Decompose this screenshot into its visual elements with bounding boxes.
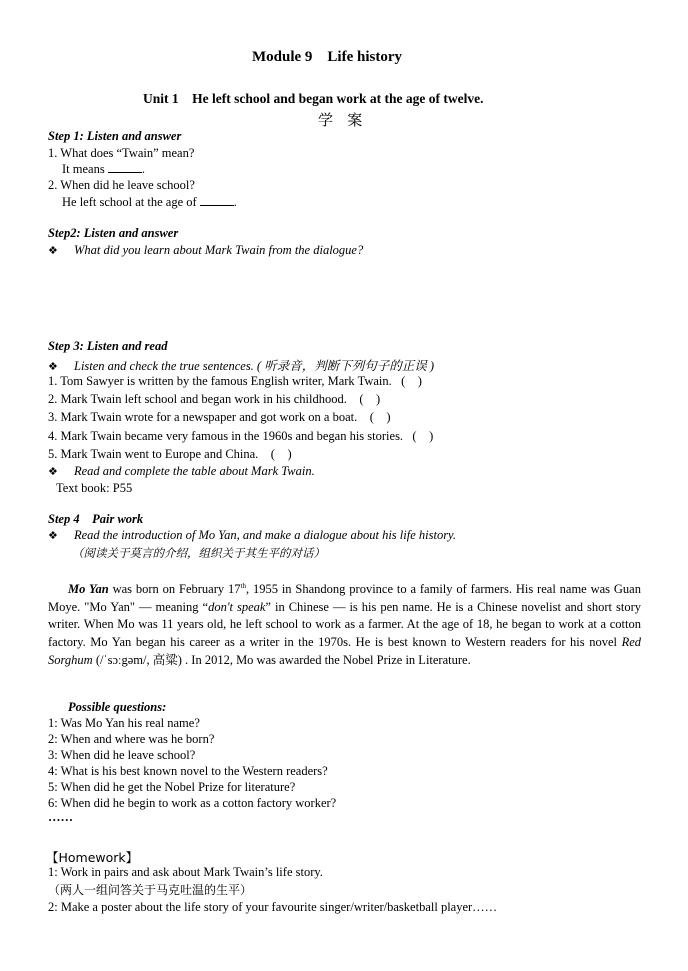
textbook-ref: Text book: P55 [56, 481, 133, 495]
answer-1-text: It means [62, 162, 105, 176]
step3-item-4: 4. Mark Twain became very famous in the 1960s and began his stories. ( ) [48, 429, 434, 443]
step3-bullet-1 [48, 356, 434, 374]
diamond-bullet-icon: ❖ [48, 529, 58, 542]
step3-item-3: 3. Mark Twain wrote for a newspaper and got work on a boat. ( ) [48, 410, 391, 424]
step3-item-1: 1. Tom Sawyer is written by the famous English writer, Mark Twain. ( ) [48, 374, 422, 388]
step4-bullet [48, 528, 456, 543]
novel-title: Red Sorghum [48, 634, 641, 667]
diamond-bullet-icon: ❖ [48, 244, 58, 257]
step3-bullet-2-text: Read and complete the table about Mark Twain. [74, 464, 315, 478]
question-item: 1: Was Mo Yan his real name? [48, 716, 200, 730]
question-item: 5: When did he get the Nobel Prize for literature? [48, 780, 296, 794]
questions-ellipsis: …… [48, 810, 73, 824]
xuean-label: 学 案 [318, 111, 363, 129]
answer-2-text: He left school at the age of [62, 195, 197, 209]
homework-item-2: 2: Make a poster about the life story of your favourite singer/writer/basketball player…… [48, 900, 498, 914]
homework-item-1: 1: Work in pairs and ask about Mark Twain’s life story. [48, 865, 323, 879]
question-item: 4: What is his best known novel to the Western readers? [48, 764, 328, 778]
step1-heading: Step 1: Listen and answer [48, 129, 182, 143]
step3-item-2: 2. Mark Twain left school and began work in his childhood. ( ) [48, 392, 381, 406]
homework-heading: 【Homework】 [46, 850, 139, 865]
step2-bullet [48, 243, 363, 258]
question-item: 2: When and where was he born? [48, 732, 215, 746]
step1-question-1: 1. What does “Twain” mean? [48, 146, 195, 160]
module-title: Module 9 Life history [252, 49, 402, 65]
step3-item-5: 5. Mark Twain went to Europe and China. ( ) [48, 447, 292, 461]
step1-answer-2: He left school at the age of . [62, 195, 237, 209]
answer-2-blank[interactable] [200, 195, 234, 206]
answer-1-blank[interactable] [108, 162, 142, 173]
step1-question-2: 2. When did he leave school? [48, 178, 195, 192]
step3-heading: Step 3: Listen and read [48, 339, 168, 353]
step3-bullet-2 [48, 464, 315, 479]
step4-bullet-text: Read the introduction of Mo Yan, and make a dialogue about his life history. [74, 528, 457, 542]
step4-heading: Step 4 Pair work [48, 512, 144, 526]
step1-answer-1: It means . [62, 162, 145, 176]
passage-name: Mo Yan [68, 582, 109, 597]
step2-heading: Step2: Listen and answer [48, 226, 179, 240]
unit-title: Unit 1 He left school and began work at the age of twelve. [143, 91, 484, 106]
diamond-bullet-icon: ❖ [48, 465, 58, 478]
step3-bullet-1-text: Listen and check the true sentences. ( 听录音，判断下列句子的正误 ) [74, 359, 435, 373]
mo-yan-passage: Mo Yan was born on February 17th, 1955 in Shandong province to a family of farmers. His real name was Guan Moye. "Mo Yan" — meaning “don't speak” in Chinese — is his pen name. He is a Chinese novelist and short story writer. When Mo was 11 years old, he left school to work as a farmer. At the age of 18, he began to work at a cotton factory. Mo Yan began his career as a writer in the 1970s. He is best known to Western readers for his novel Red Sorghum (/ˈsɔːgəm/, 高粱) . In 2012, Mo was awarded the Nobel Prize in Literature. [48, 582, 641, 667]
question-item: 6: When did he begin to work as a cotton factory worker? [48, 796, 337, 810]
homework-item-1-cn: （两人一组问答关于马克吐温的生平） [48, 883, 253, 897]
questions-heading: Possible questions: [68, 700, 167, 714]
step2-bullet-text: What did you learn about Mark Twain from the dialogue? [74, 243, 364, 257]
diamond-bullet-icon: ❖ [48, 360, 58, 373]
question-item: 3: When did he leave school? [48, 748, 196, 762]
step4-bullet-cn: （阅读关于莫言的介绍，组织关于其生平的对话） [72, 546, 325, 560]
